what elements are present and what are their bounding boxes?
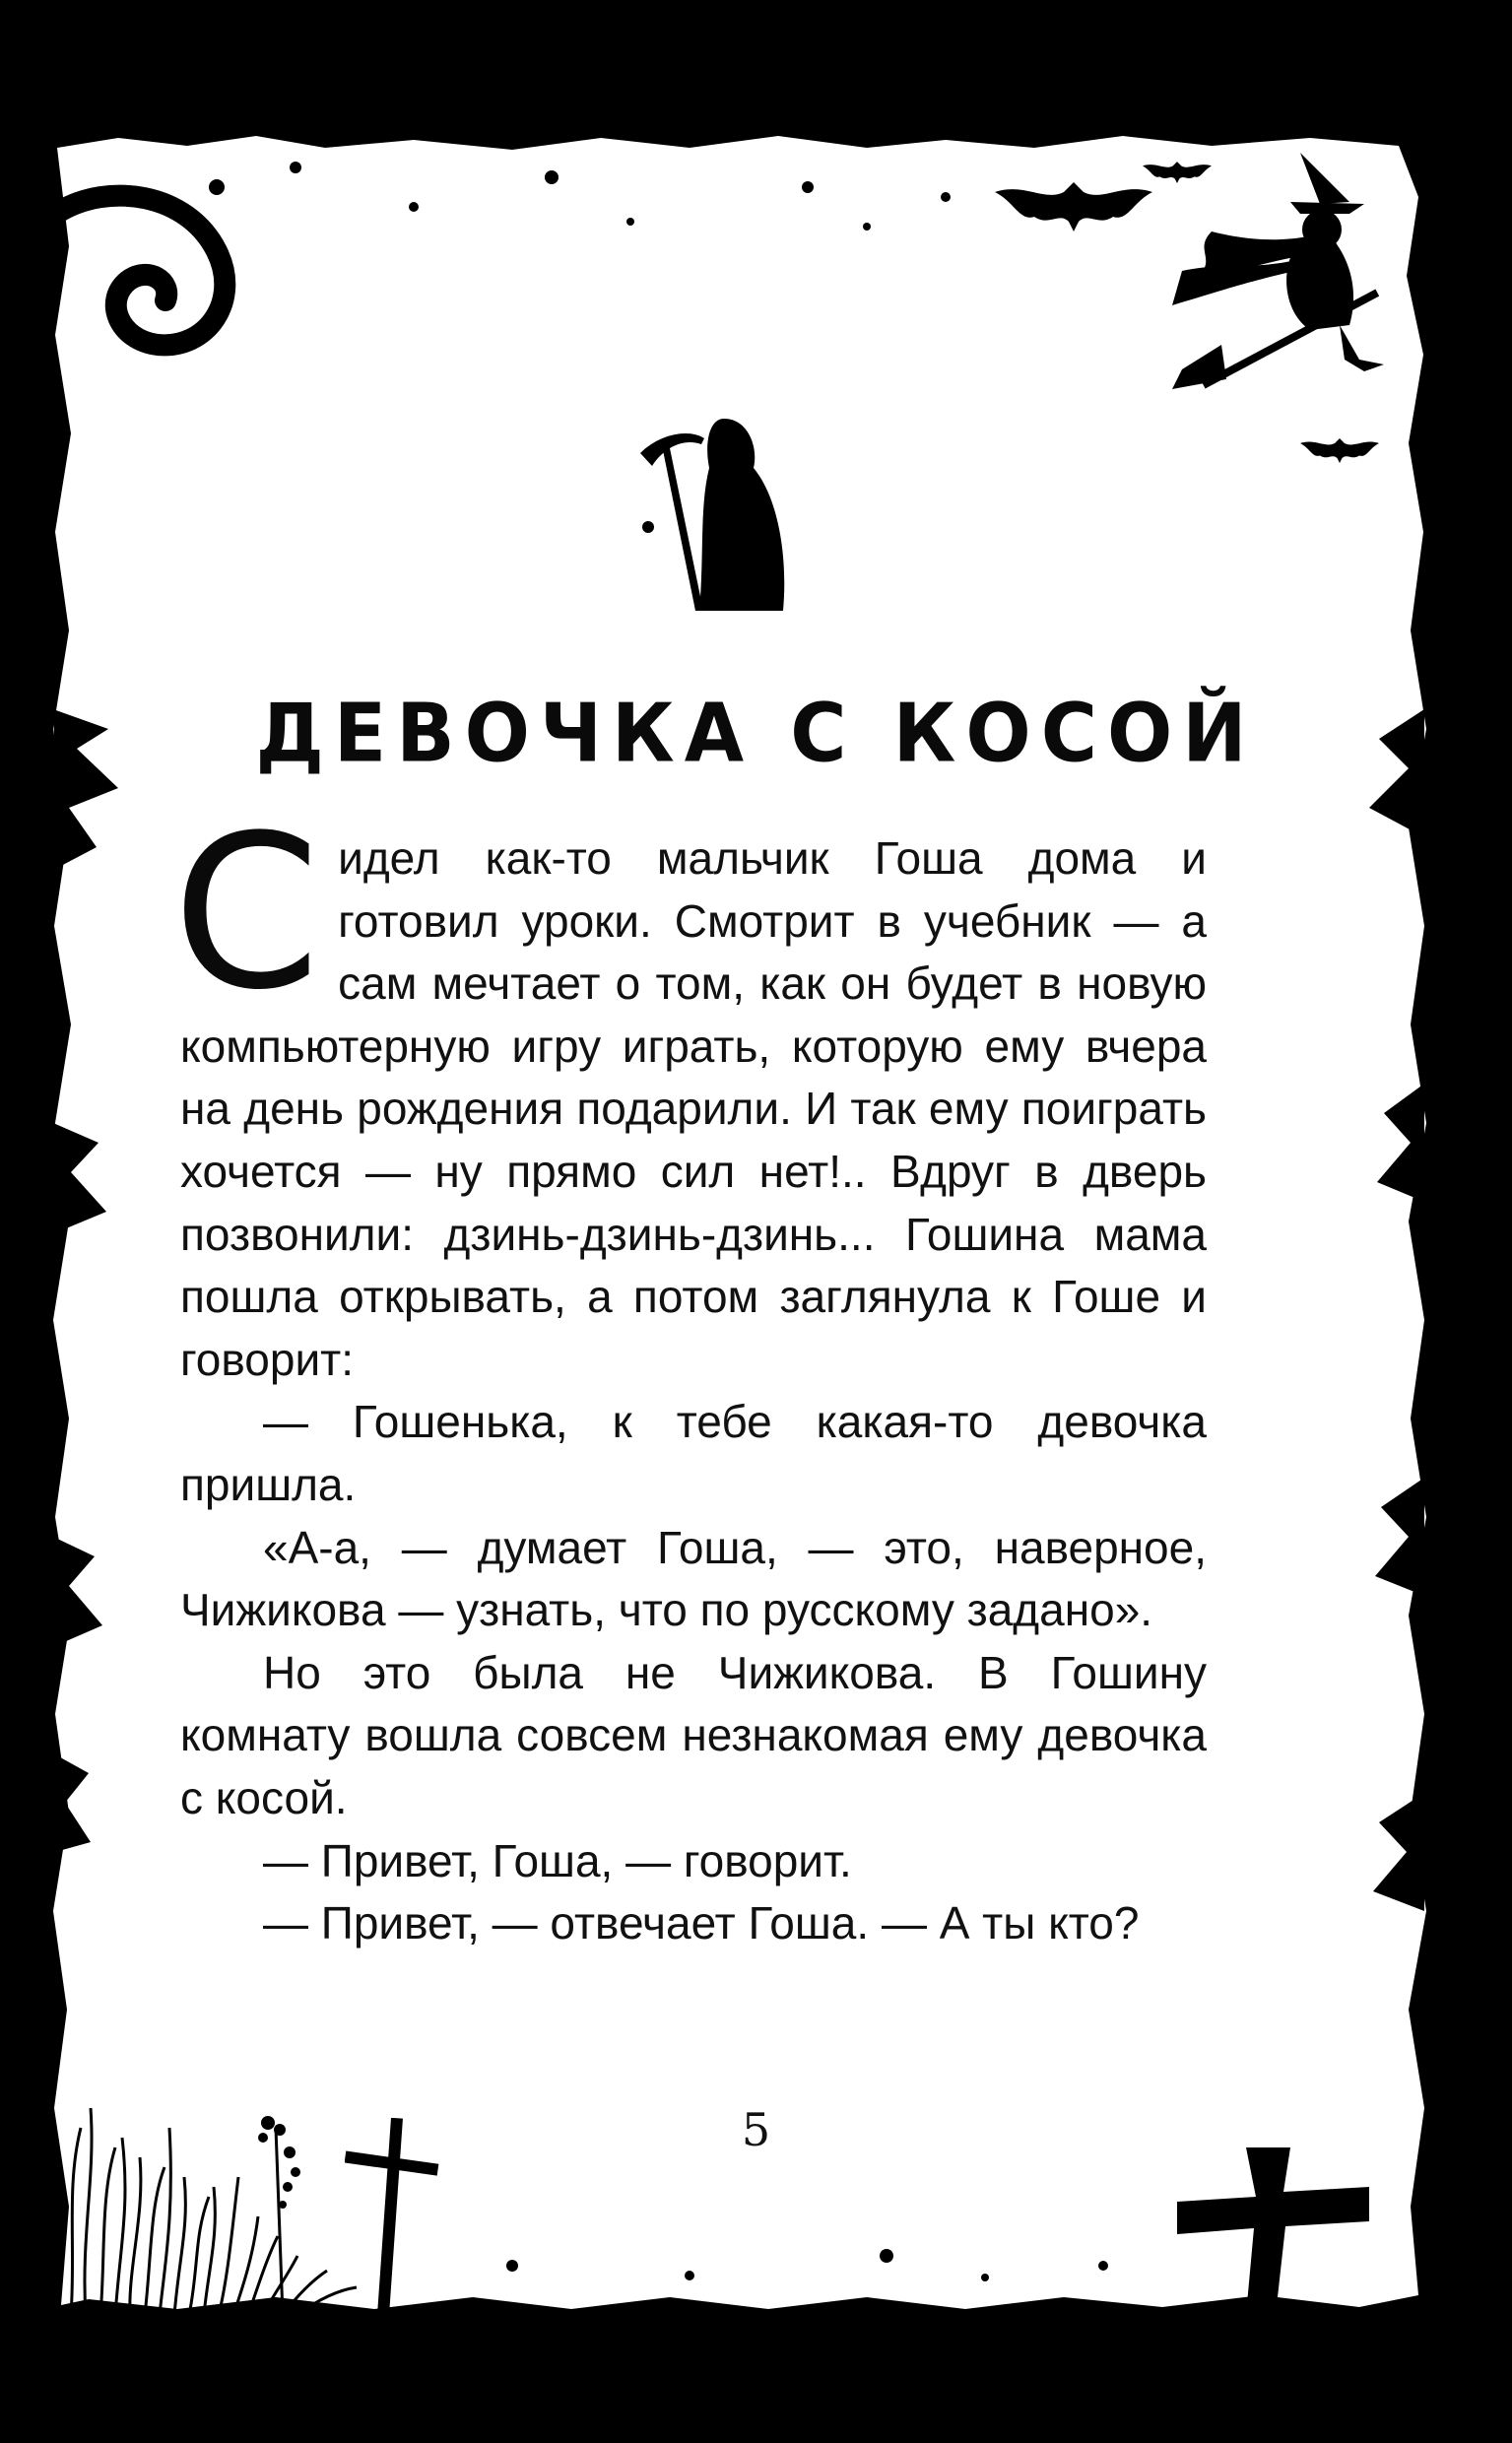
drop-cap: С bbox=[172, 789, 321, 1036]
swirl-icon bbox=[49, 172, 246, 360]
paragraph: Но это была не Чижикова. В Гошину комнату вошла совсем незнакомая ему девочка с косой. bbox=[180, 1646, 1207, 1823]
paragraph: — Гошенька, к тебе какая-то девочка пришла. bbox=[180, 1396, 1207, 1510]
paragraph: «А-а, — думает Гоша, — это, наверное, Чижикова — узнать, что по русскому задано». bbox=[180, 1521, 1207, 1636]
bat-icon bbox=[995, 163, 1152, 251]
paragraph-text: идел как-то мальчик Гоша дома и готовил уроки. Смотрит в учебник — а сам мечтает о том, как он будет в новую компьютерную игру играть, которую ему вчера на день рождения подарили. И так ему поиграть хочется — ну прямо сил нет!.. Вдруг в дверь позвонили: дзинь-дзинь-дзинь... Гошина мама пошла открывать, а потом заглянула к Гоше и говорит: bbox=[180, 832, 1207, 1385]
grim-reaper-icon bbox=[630, 409, 798, 621]
page-number: 5 bbox=[741, 2103, 771, 2156]
bat-icon bbox=[1300, 429, 1379, 473]
paragraph: — Привет, — отвечает Гоша. — А ты кто? bbox=[263, 1897, 1140, 1949]
chapter-body bbox=[172, 789, 1207, 1955]
witch-on-broom-icon bbox=[1152, 143, 1389, 389]
paragraph bbox=[172, 789, 1207, 1391]
paragraph: — Привет, Гоша, — говорит. bbox=[263, 1834, 852, 1886]
chapter-title: ДЕВОЧКА С КОСОЙ bbox=[255, 687, 1257, 781]
grave-cross-icon bbox=[1177, 2147, 1374, 2315]
